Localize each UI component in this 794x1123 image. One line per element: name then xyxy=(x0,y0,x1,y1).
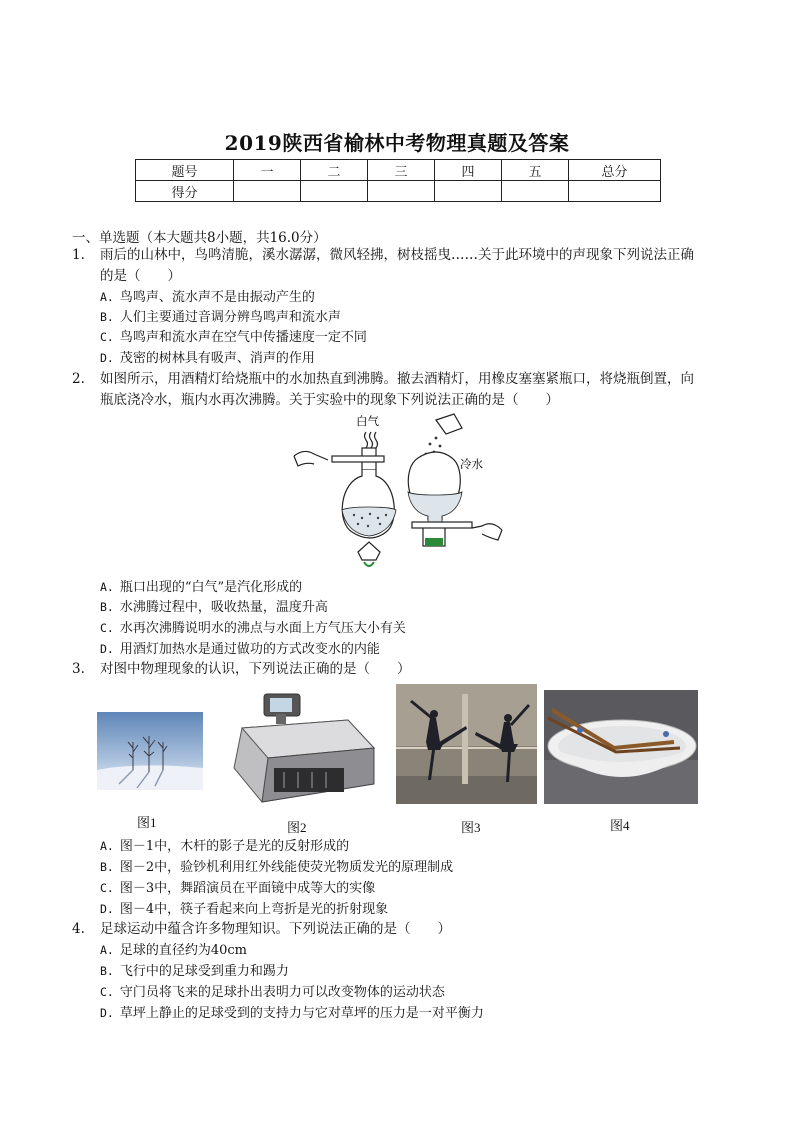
option-letter: C. xyxy=(100,330,114,344)
option-text: 草坪上静止的足球受到的支持力与它对草坪的压力是一对平衡力 xyxy=(119,1006,484,1021)
question-number: 4. xyxy=(72,921,85,937)
option-b xyxy=(100,597,328,618)
figure-caption: 图1 xyxy=(137,815,157,830)
option-letter: D. xyxy=(100,902,114,916)
flask-water xyxy=(342,507,396,536)
option-text: 图－3中，舞蹈演员在平面镜中成等大的实像 xyxy=(119,881,376,896)
option-letter: B. xyxy=(100,860,114,874)
option-text: 瓶口出现的“白气”是汽化形成的 xyxy=(119,580,303,595)
clamp xyxy=(332,456,384,462)
option-b xyxy=(100,857,453,878)
option-text: 图－2中，验钞机利用红外线能使荧光物质发光的原理制成 xyxy=(119,860,454,875)
score-table-header-cell: 三 xyxy=(368,160,435,181)
option-letter: B. xyxy=(100,600,114,614)
option-d xyxy=(100,639,380,660)
option-letter: D. xyxy=(100,1006,114,1020)
option-a xyxy=(100,836,349,857)
score-cell xyxy=(368,181,435,202)
option-d xyxy=(100,348,315,369)
option-letter: C. xyxy=(100,881,114,895)
score-cell xyxy=(234,181,301,202)
figure-caption: 图4 xyxy=(610,818,630,833)
question-1 xyxy=(72,245,732,287)
figure-1-snowy-trees xyxy=(97,712,203,790)
option-letter: A. xyxy=(100,943,114,957)
option-a xyxy=(100,287,315,308)
score-table-header-cell: 总分 xyxy=(569,160,661,181)
steam-icon xyxy=(365,432,378,448)
score-table-header-cell: 二 xyxy=(301,160,368,181)
option-letter: B. xyxy=(100,310,114,324)
option-letter: B. xyxy=(100,964,114,978)
alcohol-lamp-icon xyxy=(358,542,380,560)
option-text: 图－4中，筷子看起来向上弯折是光的折射现象 xyxy=(119,902,389,917)
score-table-header-cell: 四 xyxy=(435,160,502,181)
figure-caption: 图2 xyxy=(287,820,307,835)
option-b xyxy=(100,307,341,328)
hand-icon xyxy=(294,456,314,466)
score-table-header-row xyxy=(136,160,661,181)
figure-caption: 图3 xyxy=(461,820,481,835)
option-letter: A. xyxy=(100,290,114,304)
stopper-band xyxy=(425,538,443,546)
cold-water-label: 冷水 xyxy=(460,457,483,471)
inverted-flask-water xyxy=(408,492,462,526)
score-table-header-cell: 题号 xyxy=(136,160,234,181)
hand-icon xyxy=(294,451,328,460)
option-text: 茂密的树林具有吸声、消声的作用 xyxy=(119,351,315,366)
option-c xyxy=(100,878,375,899)
question-3 xyxy=(72,659,732,680)
score-table-header-cell: 五 xyxy=(502,160,569,181)
lamp-flame-icon xyxy=(364,562,374,566)
option-text: 鸟鸣声、流水声不是由振动产生的 xyxy=(119,290,315,305)
flask-experiment-figure xyxy=(290,410,506,572)
option-text: 飞行中的足球受到重力和踢力 xyxy=(119,964,289,979)
option-c xyxy=(100,327,367,348)
page-title: 2019陕西省榆林中考物理真题及答案 xyxy=(224,131,570,155)
score-cell xyxy=(301,181,368,202)
option-c xyxy=(100,618,406,639)
figure-2-money-counter xyxy=(228,684,380,808)
beaker-icon xyxy=(436,414,462,434)
score-cell xyxy=(569,181,661,202)
option-d xyxy=(100,899,388,920)
option-text: 用酒灯加热水是通过做功的方式改变水的内能 xyxy=(119,642,380,657)
question-stem-line: 足球运动中蕴含许多物理知识。下列说法正确的是（ ） xyxy=(100,921,451,937)
option-letter: C. xyxy=(100,621,114,635)
option-text: 水再次沸腾说明水的沸点与水面上方气压大小有关 xyxy=(119,621,406,636)
score-table-row-label: 得分 xyxy=(136,181,234,202)
question-stem-line: 雨后的山林中，鸟鸣清脆，溪水潺潺，微风轻拂，树枝摇曳……关于此环境中的声现象下列说法正确 xyxy=(100,247,694,263)
option-letter: C. xyxy=(100,985,114,999)
option-letter: A. xyxy=(100,580,114,594)
score-cell xyxy=(435,181,502,202)
option-text: 守门员将飞来的足球扑出表明力可以改变物体的运动状态 xyxy=(119,985,445,1000)
question-stem-line: 的是（ ） xyxy=(100,268,181,284)
option-text: 图－1中，木杆的影子是光的反射形成的 xyxy=(119,839,350,854)
question-number: 1. xyxy=(72,247,85,263)
option-text: 足球的直径约为40cm xyxy=(119,943,248,958)
question-stem-line: 瓶底浇冷水，瓶内水再次沸腾。关于实验中的现象下列说法正确的是（ ） xyxy=(100,392,559,408)
section-title: 一、单选题（本大题共8小题，共16.0分） xyxy=(72,230,327,246)
option-letter: D. xyxy=(100,642,114,656)
score-table-score-row xyxy=(136,181,661,202)
option-text: 水沸腾过程中，吸收热量，温度升高 xyxy=(119,600,328,615)
figure-4-chopstick-bowl xyxy=(544,690,698,804)
steam-label: 白气 xyxy=(356,414,379,428)
option-text: 鸟鸣声和流水声在空气中传播速度一定不同 xyxy=(119,330,367,345)
question-number: 2. xyxy=(72,371,85,387)
score-table-header-cell: 一 xyxy=(234,160,301,181)
question-stem-line: 如图所示，用酒精灯给烧瓶中的水加热直到沸腾。撤去酒精灯，用橡皮塞塞紧瓶口，将烧瓶倒置，向 xyxy=(100,371,694,387)
option-c xyxy=(100,982,445,1003)
question-number: 3. xyxy=(72,661,85,677)
hand-icon xyxy=(472,524,502,540)
score-cell xyxy=(502,181,569,202)
option-letter: A. xyxy=(100,839,114,853)
option-letter: D. xyxy=(100,351,114,365)
option-a xyxy=(100,577,302,598)
score-table xyxy=(135,159,661,202)
option-d xyxy=(100,1003,484,1024)
option-a xyxy=(100,940,247,961)
option-b xyxy=(100,961,289,982)
question-2 xyxy=(72,369,732,411)
question-4 xyxy=(72,919,732,940)
option-text: 人们主要通过音调分辨鸟鸣声和流水声 xyxy=(119,310,341,325)
clamp xyxy=(412,522,472,528)
figure-3-dancer-mirror xyxy=(396,684,537,804)
question-stem-line: 对图中物理现象的认识，下列说法正确的是（ ） xyxy=(100,661,411,677)
